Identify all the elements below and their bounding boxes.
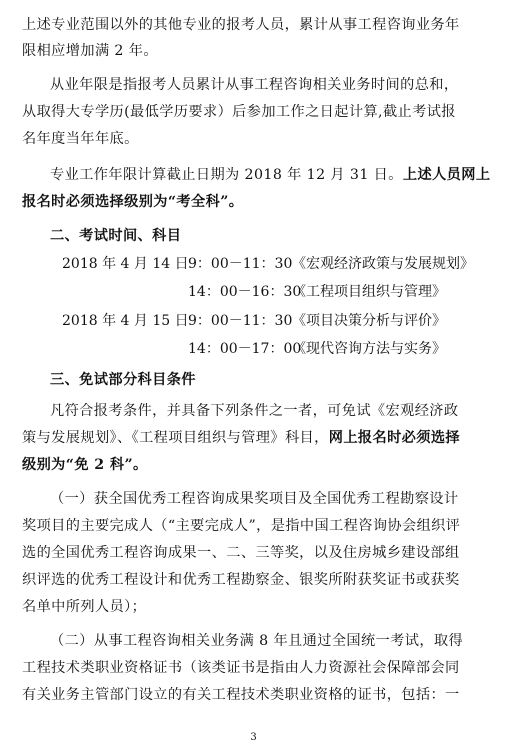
text-line (22, 428, 460, 448)
text-line: 选的全国优秀工程咨询成果一、二、三等奖，以及住房城乡建设部组 (22, 545, 460, 561)
text-line: 有关业务主管部门设立的有关工程技术类职业资格的证书，包括：一 (22, 687, 460, 703)
section-heading: 二、考试时间、科目 (50, 228, 182, 244)
schedule-date: 2018 年 4 月 14 日 (62, 256, 189, 272)
text-span: 专业工作年限计算截止日期为 2018 年 12 月 31 日。 (50, 167, 403, 183)
schedule-time: 9：00－11：30 (188, 256, 293, 272)
page-number: 3 (250, 732, 257, 743)
bold-text-line: 报名时必须选择级别为“考全科”。 (22, 194, 244, 210)
text-line: 工程技术类职业资格证书（该类证书是指由人力资源社会保障部会同 (22, 660, 460, 676)
text-line: 名单中所列人员）； (22, 599, 147, 615)
text-line: 从取得大专学历(最低学历要求）后参加工作之日起计算,截止考试报 (22, 104, 456, 120)
schedule-subject: 《工程项目组织与管理》 (292, 284, 446, 300)
bold-text-line: 级别为“免 2 科”。 (22, 457, 148, 473)
text-line: 名年度当年年底。 (22, 131, 139, 147)
schedule-subject: 《现代咨询方法与实务》 (292, 341, 446, 357)
text-line: 限相应增加满 2 年。 (22, 43, 158, 59)
schedule-subject: 《项目决策分析与评价》 (292, 313, 446, 329)
text-span: 策与发展规划》、《工程项目组织与管理》科目， (22, 430, 329, 446)
text-line (50, 165, 490, 185)
schedule-time: 9：00－11：30 (188, 313, 293, 329)
bold-text-span: 上述人员网上 (402, 167, 491, 183)
section-heading: 三、免试部分科目条件 (50, 372, 196, 388)
text-line: 上述专业范围以外的其他专业的报考人员，累计从事工程咨询业务年 (22, 17, 460, 33)
text-line: （一）获全国优秀工程咨询成果奖项目及全国优秀工程勘察设计 (50, 491, 459, 507)
schedule-time: 14：00－16：30 (188, 284, 302, 300)
bold-text-span: 网上报名时必须选择 (328, 430, 461, 446)
text-line: 凡符合报考条件，并具备下列条件之一者，可免试《宏观经济政 (50, 403, 459, 419)
schedule-time: 14：00－17：00 (188, 341, 302, 357)
text-line: 奖项目的主要完成人（“主要完成人”，是指中国工程咨询协会组织评 (22, 518, 461, 534)
schedule-subject: 《宏观经济政策与发展规划》 (292, 256, 474, 272)
text-line: 从业年限是指报考人员累计从事工程咨询相关业务时间的总和， (50, 77, 459, 93)
text-line: （二）从事工程咨询相关业务满 8 年且通过全国统一考试，取得 (50, 633, 464, 649)
text-line: 织评选的优秀工程设计和优秀工程勘察金、银奖所附获奖证书或获奖 (22, 572, 460, 588)
schedule-date: 2018 年 4 月 15 日 (62, 313, 189, 329)
